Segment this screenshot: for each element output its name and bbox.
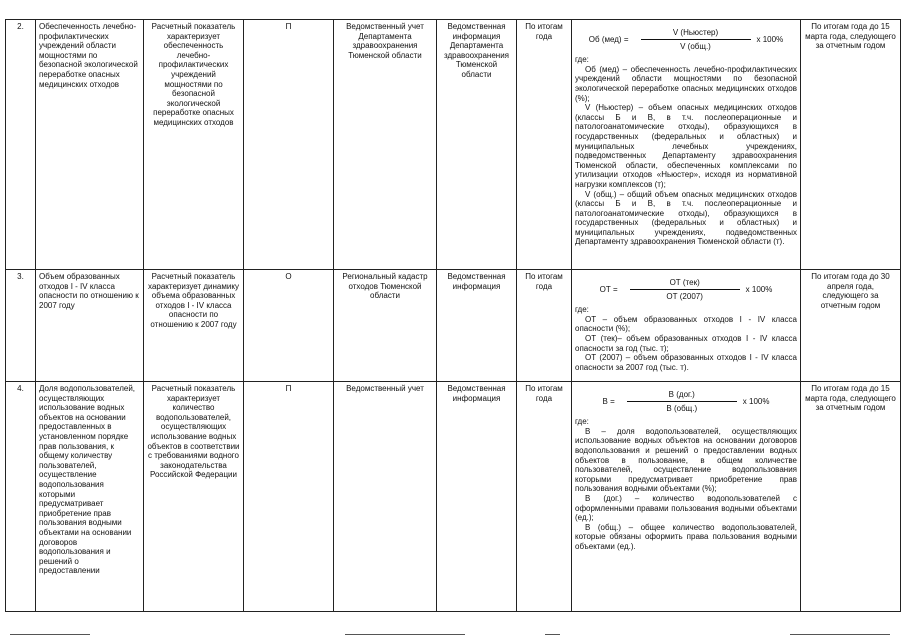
- formula-explanation: [575, 417, 797, 551]
- information-type: Ведомственная информация: [437, 270, 517, 382]
- formula-explanation: [575, 305, 797, 372]
- table-row: [6, 270, 901, 382]
- formula-multiplier: x 100%: [745, 284, 773, 294]
- formula: [575, 278, 797, 301]
- page-bottom-rule: [10, 634, 90, 635]
- explanation-line: V (Ньюстер) – объем опасных медицинских отходов (классы Б и В, в т.ч. послеоперационные и патологоанатомические отходы), образующихся в государственных (федеральных и областных) и муниципальных лечебных учреждениях, подведомственных Департаменту здравоохранения Тюменской области, обеспеченных комплексами по утилизации отходов «Ньюстер», исходя из нормативной нагрузки комплексов (т);: [575, 103, 797, 189]
- formula-fraction: [641, 28, 751, 51]
- row-number: 3.: [6, 270, 36, 382]
- formula: [575, 28, 797, 51]
- indicator-unit: О: [244, 270, 334, 382]
- formula-cell: [572, 270, 801, 382]
- formula-lhs: В =: [602, 396, 615, 406]
- indicator-unit: П: [244, 20, 334, 270]
- explanation-line: ОТ (2007) – объем образованных отходов I - IV класса опасности за 2007 год (тыс. т).: [575, 353, 797, 372]
- formula-denominator: ОТ (2007): [666, 291, 703, 301]
- row-number: 4.: [6, 382, 36, 612]
- formula-denominator: V (общ.): [680, 41, 711, 51]
- formula-denominator: В (общ.): [666, 403, 698, 413]
- formula-numerator: ОТ (тек): [669, 278, 700, 287]
- page-bottom-rule: [790, 634, 890, 635]
- page-bottom-rule: [545, 634, 560, 635]
- reporting-period: По итогам года: [517, 270, 572, 382]
- explanation-line: где:: [575, 305, 589, 315]
- data-source: Ведомственный учет: [334, 382, 437, 612]
- explanation-line: где:: [575, 55, 589, 65]
- explanation-line: ОТ – объем образованных отходов I - IV класса опасности (%);: [575, 314, 797, 334]
- table-row: [6, 20, 901, 270]
- submission-deadline: По итогам года до 15 марта года, следующего за отчетным годом: [801, 382, 901, 612]
- information-type: Ведомственная информация Департамента здравоохранения Тюменской области: [437, 20, 517, 270]
- formula-multiplier: x 100%: [742, 396, 770, 406]
- data-source: Региональный кадастр отходов Тюменской области: [334, 270, 437, 382]
- formula-cell: [572, 20, 801, 270]
- explanation-line: В – доля водопользователей, осуществляющих использование водных объектов на основании договоров водопользования и решений о предоставлении водных объектов в пользование, в общем количестве пользователей, осуществление водопользования которыми предусматривает приобретение прав пользования водными объектами (%);: [575, 426, 797, 494]
- indicator-description: Расчетный показатель характеризует обеспеченность лечебно-профилактических учреждений мощностями по безопасной экологической переработке опасных медицинских отходов: [144, 20, 244, 270]
- formula-cell: [572, 382, 801, 612]
- explanation-line: В (дог.) – количество водопользователей с оформленными правами пользования водными объектами (ед.);: [575, 493, 797, 523]
- table-row: [6, 382, 901, 612]
- indicator-description: Расчетный показатель характеризует количество водопользователей, осуществляющих использование водных объектов в соответствии с требованиями водного законодательства Российской Федерации: [144, 382, 244, 612]
- indicator-name: Обеспеченность лечебно-профилактических учреждений области мощностями по безопасной экологической переработке опасных медицинских отходов: [36, 20, 144, 270]
- indicator-unit: П: [244, 382, 334, 612]
- formula-lhs: ОТ =: [599, 284, 618, 294]
- submission-deadline: По итогам года до 30 апреля года, следующего за отчетным годом: [801, 270, 901, 382]
- indicator-description: Расчетный показатель характеризует динамику объема образованных отходов I - IV класса опасности по отношению к 2007 году: [144, 270, 244, 382]
- indicator-name: Доля водопользователей, осуществляющих использование водных объектов на основании предоставленных в установленном порядке прав пользования, к общему количеству пользователей, осуществление водопользования которыми предусматривает приобретение прав пользования водными объектами на основании договоров водопользования и решений о предоставлении: [36, 382, 144, 612]
- formula-explanation: [575, 55, 797, 247]
- formula-multiplier: x 100%: [756, 34, 784, 44]
- information-type: Ведомственная информация: [437, 382, 517, 612]
- explanation-line: Об (мед) – обеспеченность лечебно-профилактических учреждений области мощностями по безопасной экологической переработке опасных медицинских отходов (%);: [575, 64, 797, 103]
- formula: [575, 390, 797, 413]
- data-source: Ведомственный учет Департамента здравоохранения Тюменской области: [334, 20, 437, 270]
- formula-fraction: [627, 390, 737, 413]
- page-bottom-rule: [345, 634, 465, 635]
- row-number: 2.: [6, 20, 36, 270]
- reporting-period: По итогам года: [517, 20, 572, 270]
- formula-lhs: Об (мед) =: [588, 34, 629, 44]
- explanation-line: где:: [575, 417, 589, 427]
- formula-fraction: [630, 278, 740, 301]
- explanation-line: ОТ (тек)– объем образованных отходов I - IV класса опасности за год (тыс. т);: [575, 333, 797, 353]
- formula-numerator: V (Ньюстер): [672, 28, 719, 37]
- formula-numerator: В (дог.): [668, 390, 695, 399]
- indicator-table: [5, 19, 901, 612]
- explanation-line: В (общ.) – общее количество водопользователей, которые обязаны оформить права пользования водными объектами (ед.).: [575, 522, 797, 551]
- explanation-line: V (общ.) – общий объем опасных медицинских отходов (классы Б и В, в т.ч. послеоперационные и патологоанатомические отходы), образующихся в государственных (федеральных и областных) и муниципальных учреждениях, подведомственных Департаменту здравоохранения Тюменской области (т).: [575, 189, 797, 247]
- reporting-period: По итогам года: [517, 382, 572, 612]
- indicator-name: Объем образованных отходов I - IV класса опасности по отношению к 2007 году: [36, 270, 144, 382]
- submission-deadline: По итогам года до 15 марта года, следующего за отчетным годом: [801, 20, 901, 270]
